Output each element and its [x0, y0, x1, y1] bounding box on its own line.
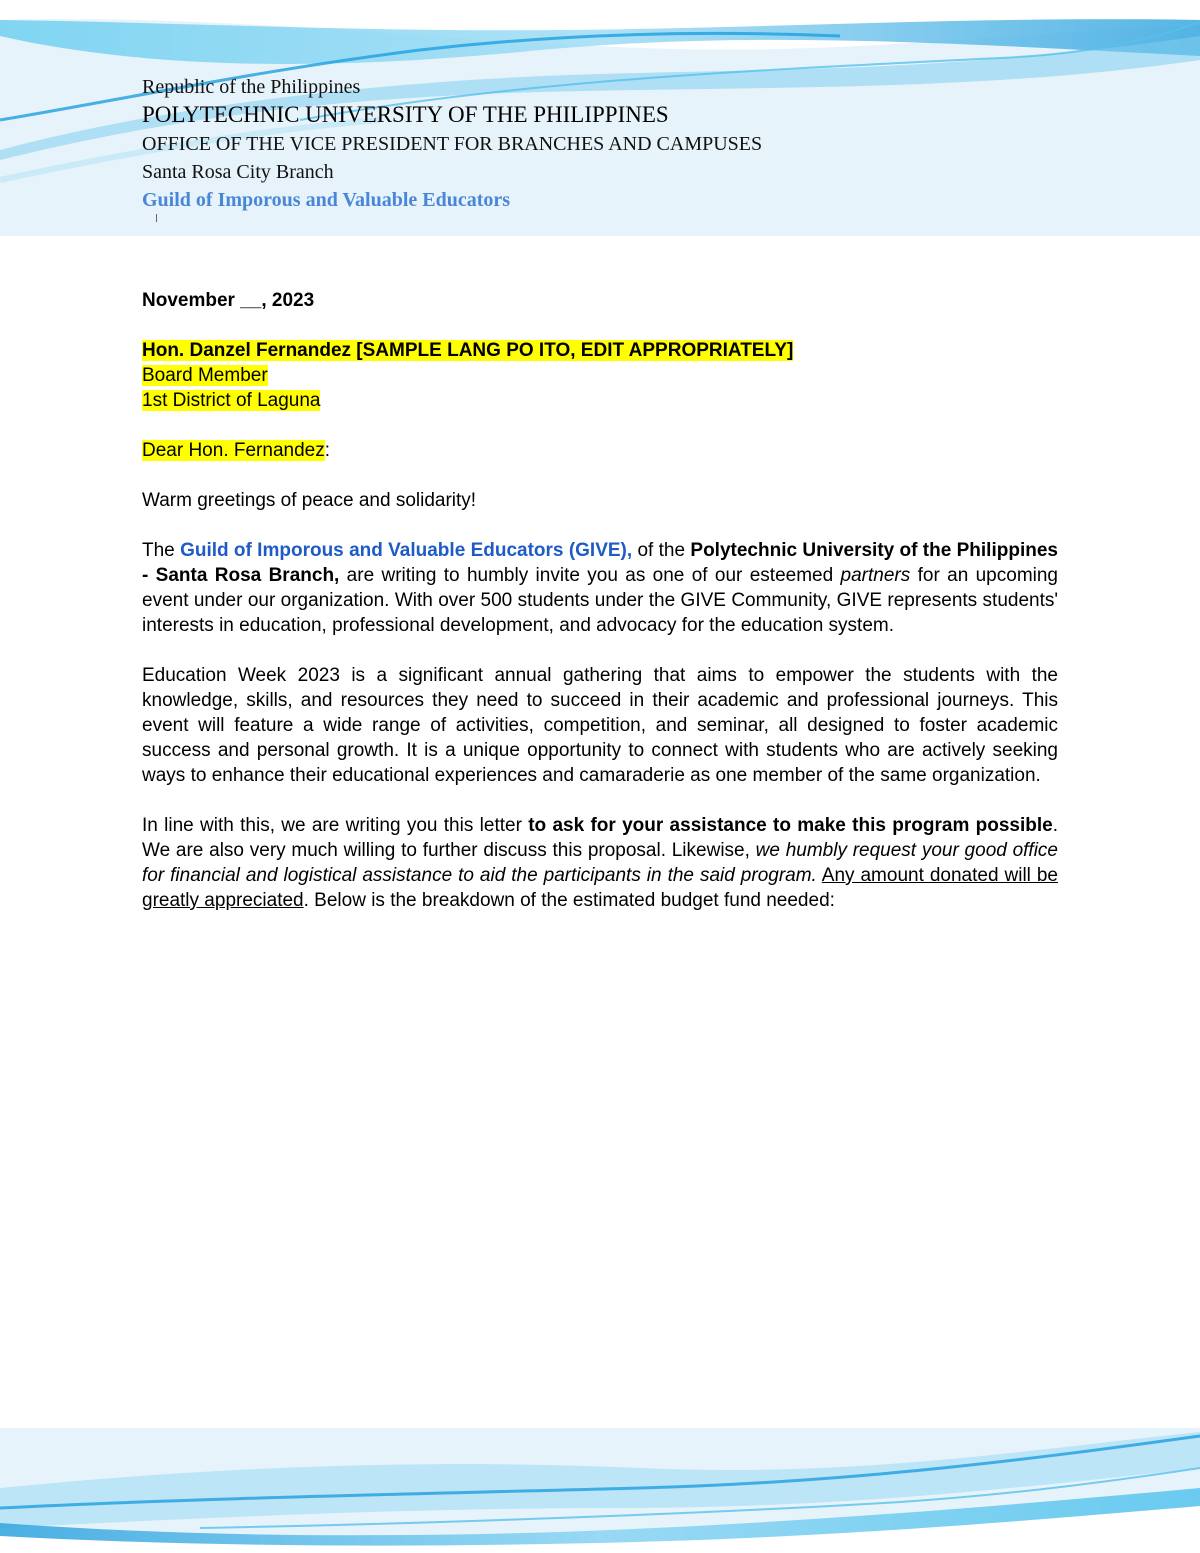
- p1-org-name: Guild of Imporous and Valuable Educators (GIVE),: [180, 540, 633, 561]
- letter-date: November __, 2023: [142, 290, 315, 311]
- p3-text-2: . We are also very much willing to further discuss this proposal. Likewise,: [142, 815, 1058, 861]
- cursor-mark: [156, 214, 157, 222]
- recipient-title: Board Member: [142, 365, 268, 386]
- p1-text-4: for an upcoming event under our organization. With over 500 students under the GIVE Community, GIVE represents students' interests in education, professional development, and advocacy for the education system.: [142, 565, 1058, 636]
- paragraph-intro: [142, 538, 1058, 638]
- p1-text-3: are writing to humbly invite you as one of our esteemed: [339, 565, 841, 586]
- branch-line: Santa Rosa City Branch: [142, 161, 334, 183]
- p3-italic-request: we humbly request your good office for financial and logistical assistance to aid the participants in the said program.: [142, 840, 1058, 886]
- p1-partners: partners: [840, 565, 911, 586]
- salutation-colon: :: [324, 440, 330, 461]
- letterhead: [142, 74, 762, 214]
- salutation-text: Dear Hon. Fernandez: [142, 440, 325, 461]
- p1-text-2: of the: [632, 540, 691, 561]
- footer-wave-decoration: [0, 1428, 1200, 1553]
- p3-text-4: . Below is the breakdown of the estimated budget fund needed:: [303, 890, 835, 911]
- p3-text-1: In line with this, we are writing you this letter: [142, 815, 529, 836]
- greeting: Warm greetings of peace and solidarity!: [142, 490, 477, 511]
- p1-school-name: Polytechnic University of the Philippines - Santa Rosa Branch,: [142, 540, 1058, 586]
- p3-underlined: Any amount donated will be greatly appreciated: [142, 865, 1058, 911]
- letter-body: [142, 288, 1058, 913]
- recipient-name: Hon. Danzel Fernandez [SAMPLE LANG PO ITO, EDIT APPROPRIATELY]: [142, 340, 794, 361]
- republic-line: Republic of the Philippines: [142, 76, 361, 98]
- organization-name: Guild of Imporous and Valuable Educators: [142, 189, 511, 211]
- recipient-district: 1st District of Laguna: [142, 390, 321, 411]
- salutation: [142, 438, 1058, 463]
- p1-text-1: The: [142, 540, 181, 561]
- p3-bold-request: to ask for your assistance to make this program possible: [528, 815, 1053, 836]
- university-name: POLYTECHNIC UNIVERSITY OF THE PHILIPPINES: [142, 102, 669, 127]
- paragraph-request: [142, 813, 1058, 913]
- paragraph-event: Education Week 2023 is a significant annual gathering that aims to empower the students with the knowledge, skills, and resources they need to succeed in their academic and professional journeys. This event will feature a wide range of activities, competition, and seminar, all designed to foster academic success and personal growth. It is a unique opportunity to connect with students who are actively seeking ways to enhance their educational experiences and camaraderie as one member of the same organization.: [142, 665, 1058, 786]
- office-line: OFFICE OF THE VICE PRESIDENT FOR BRANCHES AND CAMPUSES: [142, 133, 763, 155]
